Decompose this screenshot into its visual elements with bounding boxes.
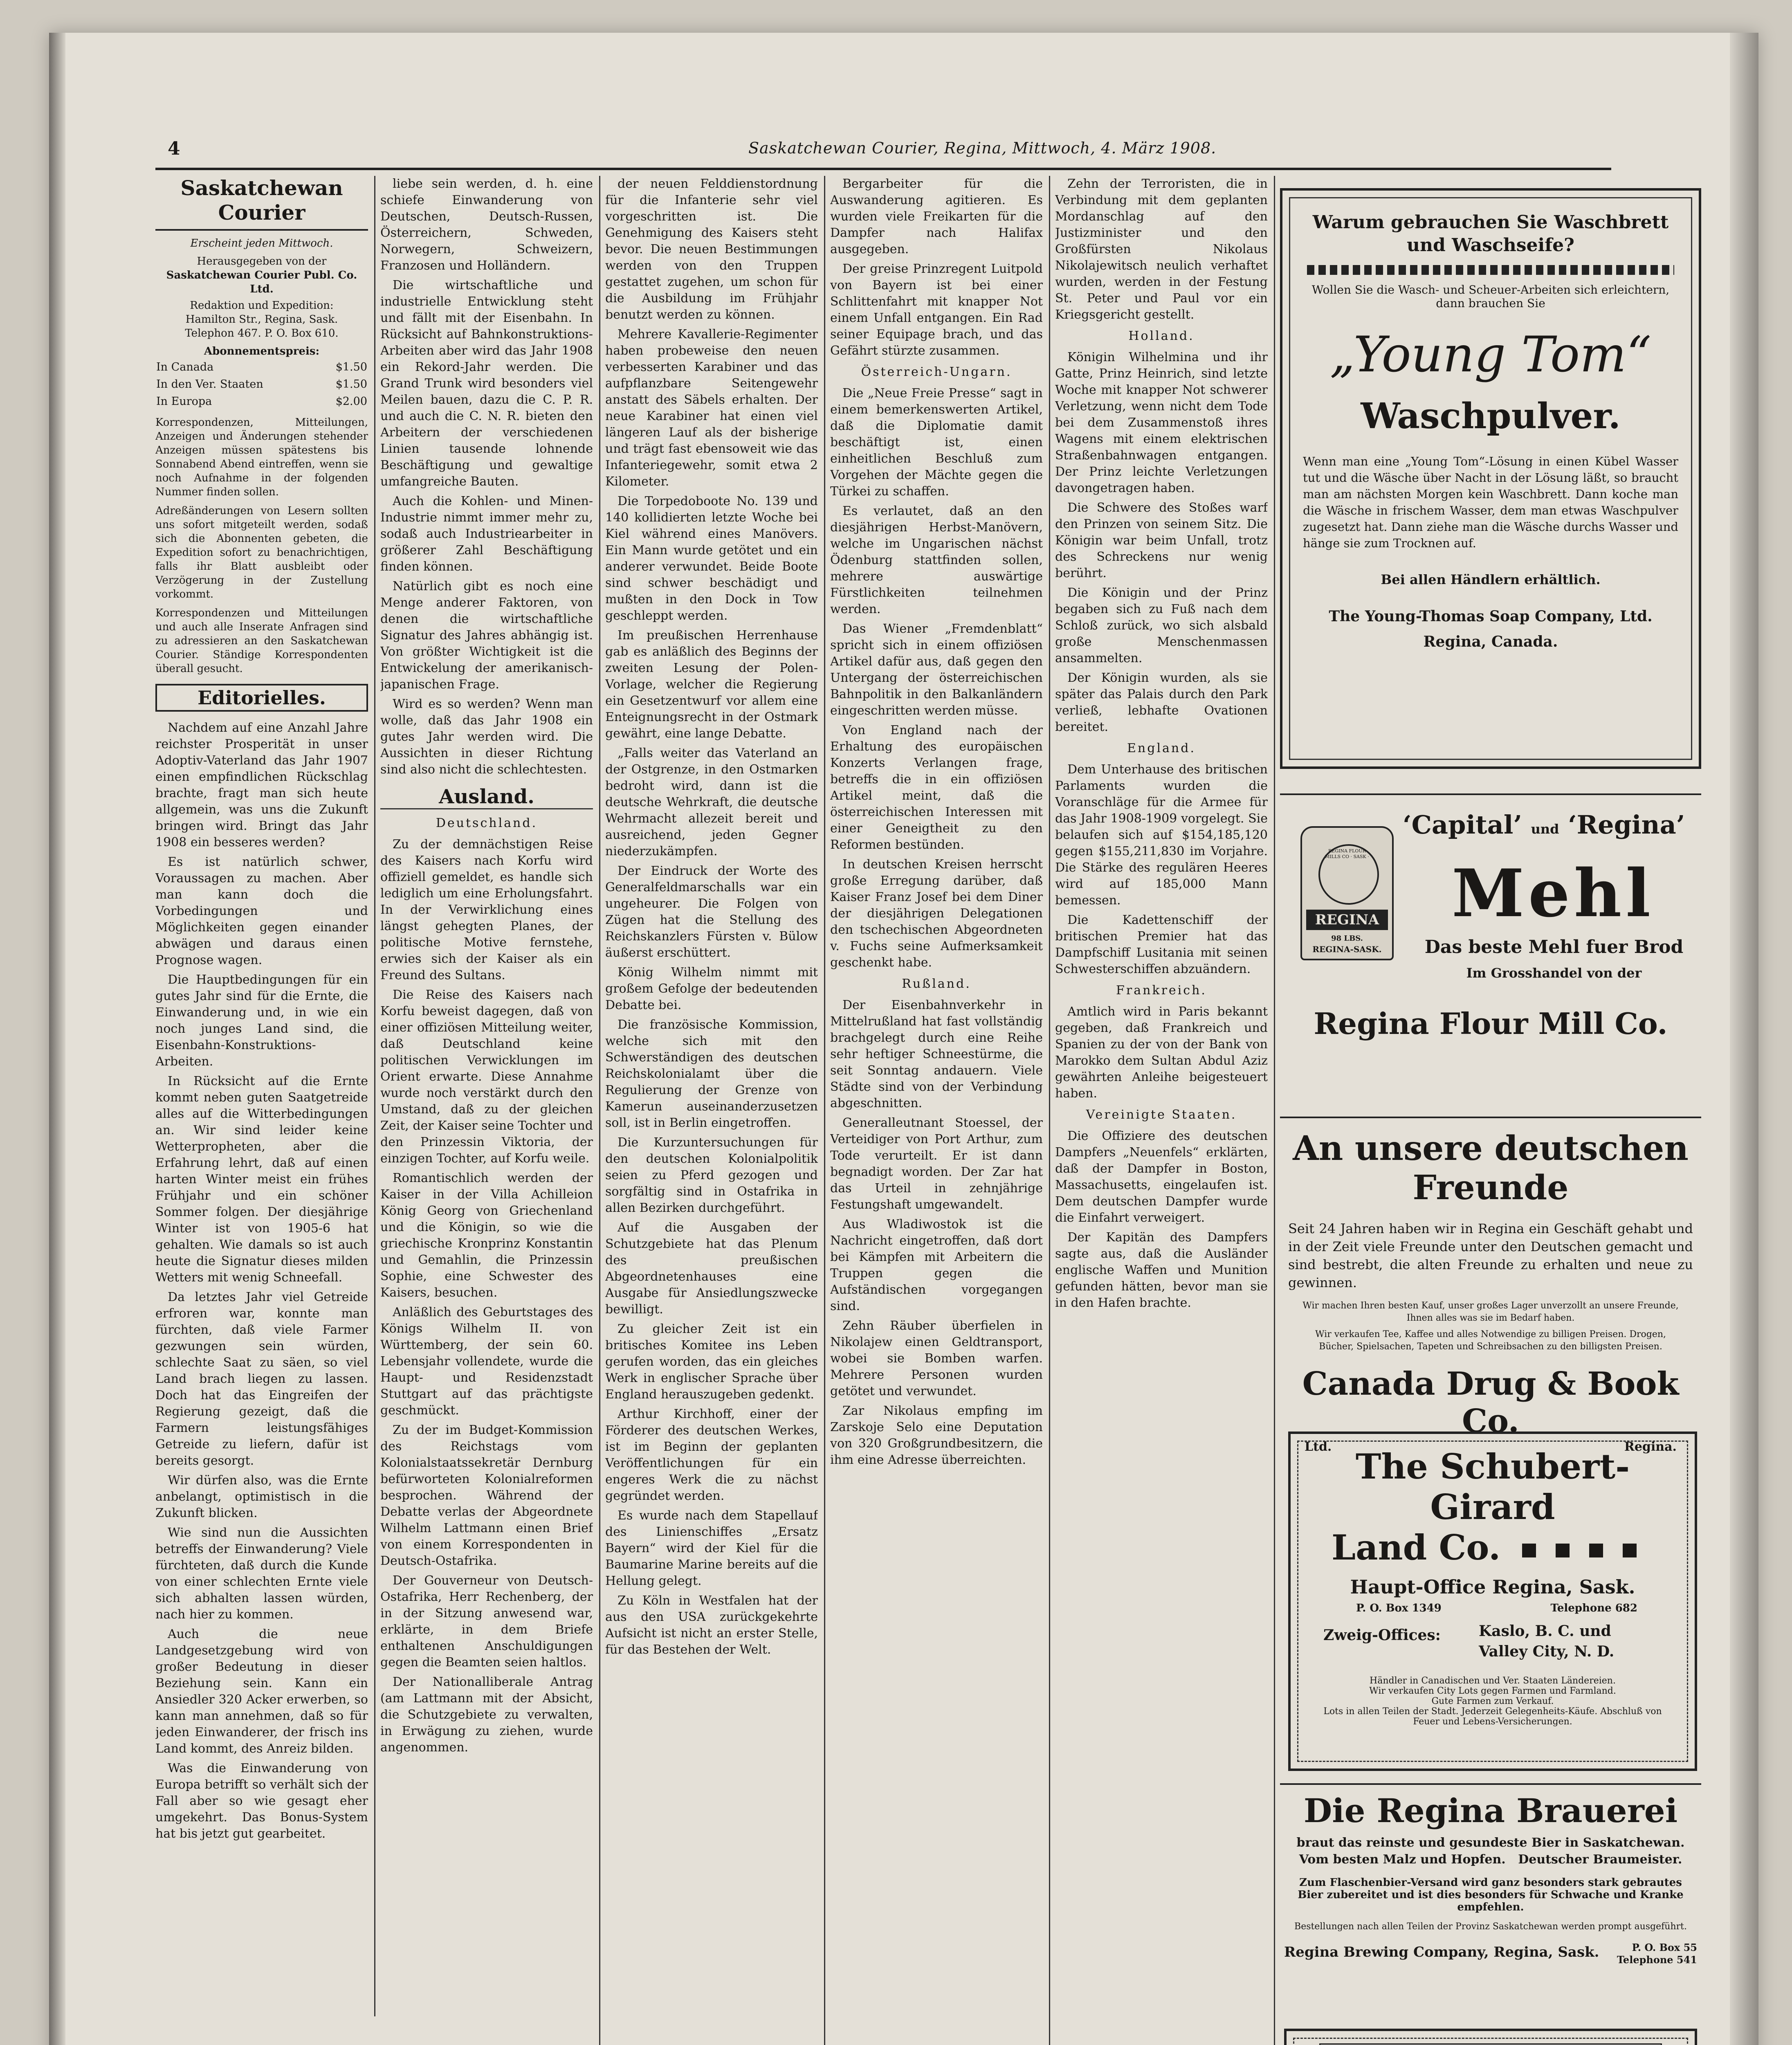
article-paragraph: Der Gouverneur von Deutsch-Ostafrika, Herr Rechenberg, der in der Sitzung anwesend war, erklärte, in dem Briefe enthaltenen Anschuldigungen gegen die Beamten seien haltlos. (380, 1573, 593, 1670)
ad-schubert-girard (1288, 1432, 1697, 1771)
ad-drug-book (1280, 1117, 1701, 1454)
scan-edge-left (49, 33, 65, 2045)
price-row (156, 359, 367, 375)
ad-mehl-capital: ‘Capital’ (1403, 810, 1522, 840)
ad-drug-ltd: Ltd. (1305, 1440, 1332, 1454)
section-holland: Holland. (1128, 329, 1195, 343)
square-ornament (1522, 1544, 1536, 1557)
ad-schubert-branch1: Kaslo, B. C. und (1479, 1623, 1611, 1640)
ad-wasch-question: Warum gebrauchen Sie Waschbrett und Waschseife? (1312, 212, 1669, 256)
section-frankreich: Frankreich. (1116, 983, 1207, 998)
article-paragraph: Die französische Kommission, welche sich mit den Schwerständigen des deutschen Reichskolonialamt über die Regulierung der Grenze von Kamerun auseinanderzusetzen soll, ist in Berlin eingetroffen. (605, 1018, 818, 1130)
ad-brauerei-phone: Telephone 541 (1617, 1954, 1697, 1966)
article-paragraph: Das Wiener „Fremdenblatt“ spricht sich in einem offiziösen Artikel dafür aus, daß gegen den Untergang der österreichischen Bahnpolitik in den Balkanländern eingeschritten werden müsse. (830, 622, 1043, 718)
editorial-paragraph: Da letztes Jahr viel Getreide erfroren war, konnte man fürchten, daß viele Farmer gezwungen sein würden, schlechte Saat zu säen, so viel Land brach liegen zu lassen. Doch hat das Eingreifen der Regierung gezeigt, daß die Farmern leistungsfähiges Getreide zu liefern, dafür ist bereits gesorgt. (155, 1290, 368, 1468)
flour-sack-icon (1300, 826, 1394, 960)
article-paragraph: der neuen Felddienstordnung für die Infanterie sehr viel vorgeschritten ist. Die Genehmigung des Kaisers steht bevor. Die neuen Bestimmungen werden von den Truppen gestattet zugehen, um schon für die Ausbildung im Frühjahr benutzt werden zu können. (605, 177, 818, 322)
ad-brauerei-box: P. O. Box 55 (1632, 1942, 1697, 1953)
article-paragraph: Der Eisenbahnverkehr in Mittelrußland hat fast vollständig brachgelegt durch eine Reihe sehr heftiger Schneestürme, die seit Sonntag andauern. Viele Städte sind von der Verbindung abgeschnitten. (830, 998, 1043, 1110)
ad-schubert-text3: Gute Farmen zum Verkauf. (1431, 1696, 1554, 1706)
flour-sack-ring-text: REGINA FLOUR MILLS CO · SASK · (1325, 848, 1369, 859)
editorial-paragraph: Was die Einwanderung von Europa betrifft so verhält sich der Fall aber so wie gesagt eher umgekehrt. Das Bonus-System hat bis jetzt gut gearbeitet. (155, 1761, 368, 1841)
ad-mehl-product: Mehl (1452, 855, 1655, 932)
price-value: $1.50 (335, 361, 367, 373)
article-paragraph: König Wilhelm nimmt mit großem Gefolge der bedeutenden Debatte bei. (605, 965, 818, 1012)
publisher-line-1: Herausgegeben von der (197, 255, 327, 267)
editorial-paragraph: Wie sind nun die Aussichten betreffs der Einwanderung? Viele fürchteten, daß durch die Kunde von einer schlechten Ernte viele sich abhalten lassen würden, nach hier zu kommen. (155, 1526, 368, 1622)
newspaper-page (49, 33, 1758, 2045)
article-paragraph: Zu der demnächstigen Reise des Kaisers nach Korfu wird offiziell gemeldet, es handle sich lediglich um eine Erholungsfahrt. In der Verwirklichung eines längst gehegten Planes, der politische Motive fernstehe, erwies sich der Kaiser als ein Freund des Sultans. (380, 837, 593, 982)
price-place: In den Ver. Staaten (156, 378, 263, 391)
publisher-line-2: Saskatchewan Courier Publ. Co. Ltd. (166, 269, 357, 295)
section-vereinigte-staaten: Vereinigte Staaten. (1086, 1108, 1237, 1122)
editorial-paragraph: In Rücksicht auf die Ernte kommt neben guten Saatgetreide alles auf die Witterbedingungen an. Wir sind leider keine Wetterpropheten, aber die Erfahrung lehrt, daß auf einen harten Winter meist ein frühes Frühjahr und ein schöner Sommer folgen. Der diesjährige Winter ist von 1905-6 hat gehalten. Wie damals so ist auch heute die Signatur dieses milden Wetters mit wenig Schneefall. (155, 1074, 368, 1285)
editorial-paragraph: Es ist natürlich schwer, Voraussagen zu machen. Aber man kann doch die Vorbedingungen und Möglichkeiten gegen einander abwägen und daraus einen Prognose wagen. (155, 855, 368, 967)
article-paragraph: Dem Unterhause des britischen Parlaments wurden die Voranschläge für die Armee für das Jahr 1908-1909 vorgelegt. Sie belaufen sich auf $154,185,120 gegen $155,211,830 im Vorjahre. Die Stärke des regulären Heeres wird auf 185,000 Mann bemessen. (1055, 762, 1268, 908)
ad-mehl-company: Regina Flour Mill Co. (1314, 1006, 1668, 1041)
page-number: 4 (168, 138, 180, 159)
ad-mehl-tagline2: Im Grosshandel von der (1466, 965, 1642, 981)
square-ornament (1556, 1544, 1570, 1557)
masthead-note-3: Korrespondenzen und Mitteilungen und auch alle Inserate Anfragen sind zu adressieren an den Saskatchewan Courier. Ständige Korrespondenten überall gesucht. (155, 607, 368, 675)
ad-schubert-contacts (1299, 1602, 1686, 1618)
ad-drug-small1: Wir machen Ihren besten Kauf, unser großes Lager unverzollt an unsere Freunde, Ihnen alles was sie im Bedarf haben. (1302, 1301, 1679, 1323)
article-paragraph: Von England nach der Erhaltung des europäischen Konzerts Verlangen frage, betreffs die in ein offiziösen Artikel meint, daß die österreichischen Interessen mit einer Geneigtheit zu den Reformen bestünden. (830, 723, 1043, 852)
ad-drug-company: Canada Drug & Book Co. (1302, 1365, 1679, 1440)
column-1 (155, 176, 368, 2045)
ad-drug-headline: An unsere deutschen Freunde (1293, 1129, 1689, 1207)
ad-schubert-phone: Telephone 682 (1550, 1602, 1637, 1614)
price-value: $1.50 (335, 378, 367, 391)
ad-schubert-text4: Lots in allen Teilen der Stadt. Jederzeit Gelegenheits-Käufe. Abschluß von Feuer und Lebens-Versicherungen. (1323, 1706, 1662, 1727)
ad-mehl-title-line (1403, 810, 1685, 840)
article-paragraph: Die wirtschaftliche und industrielle Entwicklung steht und fällt mit der Eisenbahn. In Rücksicht auf Bahnkonstruktions-Arbeiten aber wird das Jahr 1908 ein Rekord-Jahr werden. Die Grand Trunk wird besonders viel Meilen bauen, dazu die C. P. R. und auch die C. N. R. bieten den Arbeitern der verschiedenen Linien tausende lohnende Beschäftigung und gewaltige umfangreiche Bauten. (380, 278, 593, 489)
price-place: In Europa (156, 395, 212, 408)
ad-brauerei-line2: Vom besten Malz und Hopfen. (1299, 1852, 1506, 1867)
article-paragraph: Zehn Räuber überfielen in Nikolajew einen Geldtransport, wobei sie Bomben warfen. Mehrere Personen wurden getötet und verwundet. (830, 1319, 1043, 1398)
ad-schubert-branches (1299, 1623, 1686, 1667)
price-place: In Canada (156, 361, 214, 373)
ad-brauerei-line5: Bestellungen nach allen Teilen der Provinz Saskatchewan werden prompt ausgeführt. (1294, 1921, 1687, 1932)
flour-sack-seal (1318, 844, 1379, 905)
ad-schubert-text1: Händler in Canadischen und Ver. Staaten Ländereien. (1370, 1676, 1616, 1686)
article-paragraph: Die Schwere des Stoßes warf den Prinzen von seinem Sitz. Die Königin war beim Unfall, trotz des Schreckens nur wenig berührt. (1055, 501, 1268, 580)
flour-sack-city: REGINA-SASK. (1312, 944, 1382, 954)
ad-drug-city: Regina. (1624, 1440, 1677, 1454)
masthead-note-1: Korrespondenzen, Mitteilungen, Anzeigen und Änderungen stehender Anzeigen müssen spätestens bis Sonnabend Abend eintreffen, wenn sie noch Aufnahme in der folgenden Nummer finden sollen. (155, 416, 368, 498)
ad-schubert-box: P. O. Box 1349 (1356, 1602, 1442, 1614)
article-paragraph: Zar Nikolaus empfing im Zarskoje Selo eine Deputation von 320 Großgrundbesitzern, die ihm eine Adresse überreichten. (830, 1404, 1043, 1467)
ad-schubert-title2: Land Co. (1332, 1527, 1501, 1568)
ad-wasch-brand: „Young Tom“ (1329, 326, 1652, 383)
office-line-2: Hamilton Str., Regina, Sask. (185, 313, 338, 326)
article-paragraph: Der Kapitän des Dampfers sagte aus, daß die Ausländer englische Waffen und Munition gefunden hätten, bevor man sie in den Hafen brachte. (1055, 1230, 1268, 1310)
article-paragraph: Die Königin und der Prinz begaben sich zu Fuß nach dem Schloß zurück, wo sich alsbald große Menschenmassen ansammelten. (1055, 586, 1268, 665)
ad-brauerei-footer (1280, 1944, 1701, 1973)
article-paragraph: Wird es so werden? Wenn man wolle, daß das Jahr 1908 ein gutes Jahr werden wird. Die Aussichten in dieser Richtung sind also nicht die schlechtesten. (380, 697, 593, 777)
column-2 (380, 176, 593, 2016)
article-paragraph: Die Offiziere des deutschen Dampfers „Neuenfels“ erklärten, daß der Dampfer in Boston, Massachusetts, eingelaufen ist. Dem deutschen Dampfer wurde die Einfahrt verweigert. (1055, 1129, 1268, 1225)
section-russland: Rußland. (902, 977, 971, 991)
ad-brauerei (1280, 1783, 1701, 2020)
editorial-paragraph: Auch die neue Landgesetzgebung wird von großer Bedeutung in dieser Beziehung sein. Kann ein Ansiedler 320 Acker erwerben, so kann man annehmen, daß so für jeden Einwanderer, der frisch ins Land kommt, des Anreiz bilden. (155, 1627, 368, 1756)
ad-schubert-branch2: Valley City, N. D. (1479, 1643, 1615, 1660)
ad-mehl-tagline1: Das beste Mehl fuer Brod (1424, 937, 1684, 957)
article-paragraph: Amtlich wird in Paris bekannt gegeben, daß Frankreich und Spanien zu der von der Bank von Marokko dem Sultan Abdul Aziz gewährten Anleihe beigesteuert haben. (1055, 1005, 1268, 1101)
article-paragraph: Es wurde nach dem Stapellauf des Linienschiffes „Ersatz Bayern“ wird der Kiel für die Baumarine Marine bereits auf die Hellung gelegt. (605, 1508, 818, 1588)
editorial-paragraph: Wir dürfen also, was die Ernte anbelangt, optimistisch in die Zukunft blicken. (155, 1473, 368, 1520)
article-paragraph: Zehn der Terroristen, die in Verbindung mit dem geplanten Mordanschlag auf den Justizminister und den Großfürsten Nikolaus Nikolajewitsch neulich verhaftet wurden, werden in der Festung St. Peter und Paul vor ein Kriegsgericht gestellt. (1055, 177, 1268, 322)
ad-rule (1280, 793, 1701, 795)
price-value: $2.00 (335, 395, 367, 408)
article-paragraph: Auch die Kohlen- und Minen-Industrie nimmt immer mehr zu, sodaß auch Industriearbeiter in größerer Zahl Beschäftigung finden können. (380, 494, 593, 574)
article-paragraph: Mehrere Kavallerie-Regimenter haben probeweise den neuen verbesserten Karabiner und das aufpflanzbare Seitengewehr anstatt des Säbels erhalten. Der neue Karabiner hat einen viel längeren Lauf als der bisherige und trägt fast ebensoweit wie das Infanteriegewehr, somit etwa 2 Kilometer. (605, 327, 818, 489)
column-rule (1274, 176, 1275, 2045)
article-paragraph: Die Torpedoboote No. 139 und 140 kollidierten letzte Woche bei Kiel während eines Manövers. Ein Mann wurde getötet und ein anderer verwundet. Beide Boote sind schwer beschädigt und mußten in den Dock in Tow geschleppt werden. (605, 494, 818, 623)
ad-wasch-subline: Wollen Sie die Wasch- und Scheuer-Arbeiten sich erleichtern, dann brauchen Sie (1311, 283, 1670, 310)
editorial-paragraph: Nachdem auf eine Anzahl Jahre reichster Prosperität in unser Adoptiv-Vaterland das Jahr 1907 einen empfindlichen Rückschlag brachte, fragt man sich heute allgemein, was uns die Zukunft bringen wird. Bringt das Jahr 1908 ein besseres werden? (155, 721, 368, 849)
column-4 (830, 176, 1043, 2045)
column-5 (1055, 176, 1268, 2045)
ausland-title: Ausland. (380, 789, 593, 809)
ad-rule (1280, 1117, 1701, 1118)
ad-wasch-company: The Young-Thomas Soap Company, Ltd. (1329, 608, 1653, 625)
article-paragraph: Königin Wilhelmina und ihr Gatte, Prinz Heinrich, sind letzte Woche mit knapper Not schwerer Verletzung, wenn nicht dem Tode bei dem Zusammenstoß ihres Wagens mit einem elektrischen Straßenbahnwagen entgangen. Der Prinz leichte Verletzungen davongetragen haben. (1055, 350, 1268, 495)
masthead-note-2: Adreßänderungen von Lesern sollten uns sofort mitgeteilt werden, sodaß sich die Abonnenten gebeten, die Expedition sofort zu benachrichtigen, falls ihr Blatt ausbleibt oder Verzögerung in der Zustellung vorkommt. (155, 505, 368, 600)
price-row (156, 393, 367, 410)
article-paragraph: Anläßlich des Geburtstages des Königs Wilhelm II. von Württemberg, der sein 60. Lebensjahr vollendete, wurde die Haupt- und Residenzstadt Stuttgart auf das prächtigste geschmückt. (380, 1305, 593, 1418)
ad-drill-saison (1284, 2029, 1697, 2045)
article-paragraph: Natürlich gibt es noch eine Menge anderer Faktoren, von denen die wirtschaftliche Signatur des Jahres abhängig ist. Von größter Wichtigkeit ist die Entwickelung der amerikanisch-japanischen Frage. (380, 579, 593, 692)
ad-wasch-city: Regina, Canada. (1423, 633, 1558, 650)
ad-brauerei-line2-row (1280, 1852, 1701, 1867)
ad-schubert-title2-row (1299, 1527, 1686, 1568)
article-paragraph: Die „Neue Freie Presse“ sagt in einem bemerkenswerten Artikel, daß die Diplomatie damit beschäftigt ist, einen einheitlichen Beschluß zum Vorgehen der Mächte gegen die Türkei zu schaffen. (830, 386, 1043, 499)
ad-schubert-office: Haupt-Office Regina, Sask. (1350, 1576, 1635, 1598)
article-paragraph: Auf die Ausgaben der Schutzgebiete hat das Plenum des preußischen Abgeordnetenhauses eine Ausgabe für Ansiedlungszwecke bewilligt. (605, 1220, 818, 1317)
article-paragraph: Zu gleicher Zeit ist ein britisches Komitee ins Leben gerufen worden, das ein gleiches Werk in englischer Sprache über England herauszugeben gedenkt. (605, 1322, 818, 1402)
running-head: Saskatchewan Courier, Regina, Mittwoch, 4. März 1908. (748, 139, 1217, 157)
article-paragraph: Es verlautet, daß an den diesjährigen Herbst-Manövern, welche im Ungarischen nächst Ödenburg stattfinden sollen, mehrere auswärtige Fürstlichkeiten teilnehmen werden. (830, 504, 1043, 616)
editorial-paragraph: Die Hauptbedingungen für ein gutes Jahr sind für die Ernte, die Einwanderung und, in wie ein noch junges Land sind, die Eisenbahn-Konstruktions-Arbeiten. (155, 973, 368, 1069)
ad-ornament (1307, 265, 1674, 275)
ad-schubert-branch-label: Zweig-Offices: (1323, 1627, 1441, 1644)
masthead-title: Saskatchewan Courier (155, 176, 368, 231)
article-paragraph: Im preußischen Herrenhause gab es anläßlich des Beginns der zweiten Lesung der Polen-Vorlage, welcher die Regierung ein Gesetzentwurf vor allem eine Enteignungsrecht in der Ostmark gewährt, eine lange Debatte. (605, 628, 818, 741)
subscription-title: Abonnementspreis: (204, 345, 320, 357)
article-paragraph: Zu der im Budget-Kommission des Reichstags vom Kolonialstaatssekretär Dernburg befürworteten Kolonialreformen besprochen. Während der Debatte verlas der Abgeordnete Wilhelm Lattmann einen Brief von einem Korrespondenten in Deutsch-Ostafrika. (380, 1423, 593, 1568)
article-paragraph: Die Kadettenschiff der britischen Premier hat das Dampfschiff Lusitania mit seinen Schwesterschiffen abzuändern. (1055, 913, 1268, 976)
office-line-1: Redaktion und Expedition: (190, 299, 334, 312)
ad-brauerei-line1: braut das reinste und gesundeste Bier in Saskatchewan. (1296, 1836, 1685, 1850)
article-paragraph: Zu Köln in Westfalen hat der aus den USA zurückgekehrte Aufsicht ist nicht an erster Stelle, für das Bestehen der Welt. (605, 1593, 818, 1657)
article-paragraph: Die Reise des Kaisers nach Korfu beweist dagegen, daß von einer offiziösen Mitteilung weiter, daß Deutschland keine politischen Verwicklungen im Orient erwarte. Diese Annahme wurde noch verstärkt durch den Umstand, daß zu der gleichen Zeit, der Kaiser seine Tochter und den Prinzessin Viktoria, der einzigen Tochter, auf Korfu weile. (380, 988, 593, 1166)
ad-rule (1280, 1783, 1701, 1785)
ad-drug-body: Seit 24 Jahren haben wir in Regina ein Geschäft gehabt und in der Zeit viele Freunde unter den Deutschen gemacht und sind bestrebt, die alten Freunde zu erhalten und neue zu gewinnen. (1288, 1221, 1693, 1290)
masthead-tagline: Erscheint jeden Mittwoch. (190, 237, 333, 249)
flour-sack-weight: 98 LBS. (1331, 934, 1363, 943)
ad-drill-title (1319, 2043, 1662, 2045)
article-paragraph: In deutschen Kreisen herrscht große Erregung darüber, daß Kaiser Franz Josef bei dem Diner der diesjährigen Delegationen den tschechischen Abgeordneten v. Fuchs seine Aufmerksamkeit geschenkt habe. (830, 857, 1043, 970)
ad-brauerei-line3: Deutscher Braumeister. (1518, 1852, 1682, 1867)
scan-edge-right (1730, 33, 1758, 2045)
article-paragraph: Der Nationalliberale Antrag (am Lattmann mit der Absicht, die Schutzgebiete zu verwalten, in Erwägung zu ziehen, wurde angenommen. (380, 1675, 593, 1755)
square-ornament (1623, 1544, 1637, 1557)
ad-drug-small2: Wir verkaufen Tee, Kaffee und alles Notwendige zu billigen Preisen. Drogen, Bücher, Spielsachen, Tapeten und Schreibsachen zu den billigsten Preisen. (1315, 1329, 1666, 1352)
column-rule (824, 176, 825, 2045)
column-rule (599, 176, 600, 2045)
page-header (155, 135, 1611, 170)
section-england: England. (1127, 741, 1196, 755)
ad-waschpulver (1280, 188, 1701, 769)
column-rule (374, 176, 375, 2016)
article-paragraph: Aus Wladiwostok ist die Nachricht eingetroffen, daß dort bei Kämpfen mit Arbeitern die Truppen gegen die Aufständischen vorgegangen sind. (830, 1217, 1043, 1313)
article-paragraph: Der greise Prinzregent Luitpold von Bayern ist bei einer Schlittenfahrt mit knapper Not einem Unfall entgangen. Ein Rad seiner Equipage brach, und das Gefährt stürzte zusammen. (830, 262, 1043, 358)
section-oesterreich: Österreich-Ungarn. (861, 365, 1012, 379)
ad-brauerei-company: Regina Brewing Company, Regina, Sask. (1284, 1944, 1599, 1960)
deutschland-title: Deutschland. (436, 816, 538, 830)
article-paragraph: Generalleutnant Stoessel, der Verteidiger von Port Arthur, zum Tode verurteilt. Er ist dann begnadigt worden. Der Zar hat das Urteil in zehnjährige Festungshaft umgewandelt. (830, 1116, 1043, 1212)
article-paragraph: liebe sein werden, d. h. eine schiefe Einwanderung von Deutschen, Deutsch-Russen, Österreichern, Schweden, Norwegern, Schweizern, Franzosen und Holländern. (380, 177, 593, 273)
article-paragraph: Romantischlich werden der Kaiser in der Villa Achilleion König Georg von Griechenland und die Königin, so wie die griechische Kronprinz Konstantin und Gemahlin, die Prinzessin Sophie, eine Schwester des Kaisers, besuchen. (380, 1171, 593, 1300)
column-rule (1049, 176, 1050, 2045)
editorials-title: Editorielles. (155, 684, 368, 712)
column-3 (605, 176, 818, 2045)
square-ornament (1589, 1544, 1603, 1557)
ad-brauerei-line4: Zum Flaschenbier-Versand wird ganz besonders stark gebrautes Bier zubereitet und ist dies besonders für Schwache und Kranke empfehlen. (1298, 1876, 1684, 1913)
ad-brauerei-title: Die Regina Brauerei (1303, 1791, 1678, 1830)
ad-mehl (1280, 793, 1701, 1100)
article-paragraph: „Falls weiter das Vaterland an der Ostgrenze, in den Ostmarken bedroht wird, dann ist die deutsche Wehrkraft, die deutsche Wehrmacht allezeit bereit und ausreichend, jeden Gegner niederzukämpfen. (605, 746, 818, 858)
price-table (155, 358, 368, 411)
article-paragraph: Der Eindruck der Worte des Generalfeldmarschalls war ein ungeheurer. Die Folgen von Zügen hat die Stellung des Reichskanzlers Fürsten v. Bülow äußerst erschüttert. (605, 864, 818, 960)
article-paragraph: Arthur Kirchhoff, einer der Förderer des deutschen Werkes, ist im Beginn der geplanten Veröffentlichungen für ein engeres Werk die zu nächst gegründet werden. (605, 1407, 818, 1503)
article-paragraph: Bergarbeiter für die Auswanderung agitieren. Es wurden viele Freikarten für die Dampfer nach Halifax ausgegeben. (830, 177, 1043, 256)
ad-mehl-regina: ‘Regina’ (1568, 810, 1685, 840)
ad-schubert-title1: The Schubert-Girard (1355, 1446, 1630, 1527)
office-line-3: Telephon 467. P. O. Box 610. (185, 327, 339, 339)
ad-wasch-body: Wenn man eine „Young Tom“-Lösung in einen Kübel Wasser tut und die Wäsche über Nacht in der Lösung läßt, so braucht man am nächsten Morgen kein Waschbrett. Dann koche man die Wäsche in frischem Wasser, dem man etwas Waschpulver zugesetzt hat. Dann ziehe man die Wäsche durchs Wasser und hänge sie zum Trocknen auf. (1303, 454, 1678, 550)
article-paragraph: Der Königin wurden, als sie später das Palais durch den Park verließ, lebhafte Ovationen bereitet. (1055, 671, 1268, 734)
price-row (156, 376, 367, 393)
ad-schubert-text2: Wir verkaufen City Lots gegen Farmen und Farmland. (1369, 1686, 1616, 1696)
ad-mehl-und: und (1531, 821, 1559, 837)
ad-wasch-product: Waschpulver. (1361, 396, 1621, 437)
ad-wasch-availability: Bei allen Händlern erhältlich. (1381, 572, 1601, 587)
flour-sack-band: REGINA (1306, 910, 1388, 930)
article-paragraph: Die Kurzuntersuchungen für den deutschen Kolonialpolitik seien zu Pferd gezogen und sorgfältig sind in Ostafrika in allen Bezirken durchgeführt. (605, 1135, 818, 1215)
